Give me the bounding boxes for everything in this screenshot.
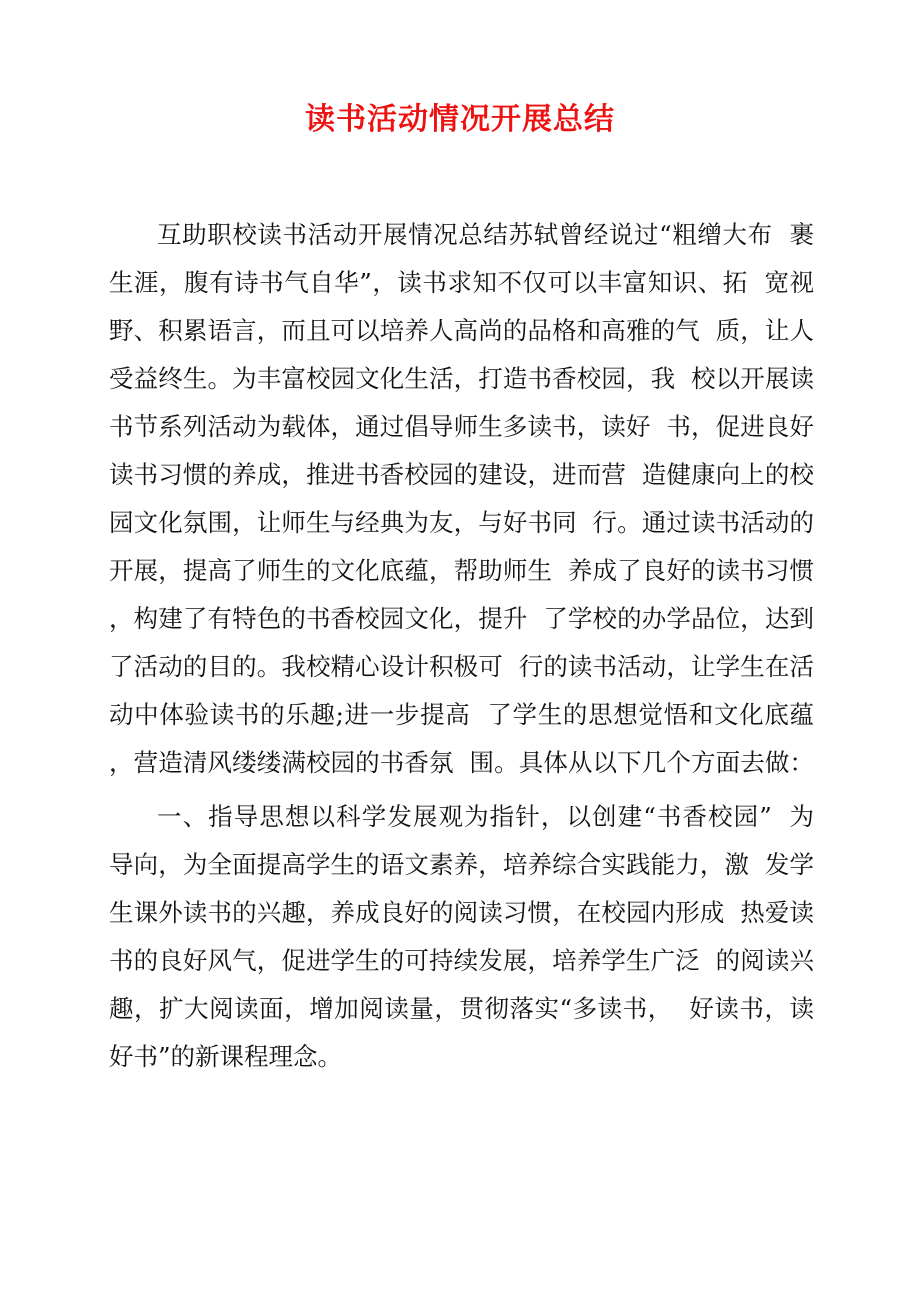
paragraph-line: 趣，扩大阅读面，增加阅读量，贯彻落实“多读书， 好读书，读 [109, 994, 814, 1023]
paragraph-line: 一、指导思想以科学发展观为指针，以创建“书香校园” 为 [157, 802, 814, 831]
paragraph-line: 动中体验读书的乐趣;进一步提高 了学生的思想觉悟和文化底蕴 [109, 700, 814, 729]
paragraph-line: 受益终生。为丰富校园文化生活，打造书香校园，我 校以开展读 [109, 364, 814, 393]
paragraph-line: 互助职校读书活动开展情况总结苏轼曾经说过“粗缯大布 裹 [157, 220, 814, 249]
paragraph-line: ，构建了有特色的书香校园文化，提升 了学校的办学品位，达到 [109, 604, 814, 633]
paragraph-line: ，营造清风缕缕满校园的书香氛 围。具体从以下几个方面去做： [109, 748, 814, 777]
paragraph-line: 园文化氛围，让师生与经典为友，与好书同 行。通过读书活动的 [109, 508, 814, 537]
paragraph-line: 开展，提高了师生的文化底蕴，帮助师生 养成了良好的读书习惯 [109, 556, 814, 585]
paragraph-line: 了活动的目的。我校精心设计积极可 行的读书活动，让学生在活 [109, 652, 814, 681]
paragraph-line: 生涯，腹有诗书气自华”，读书求知不仅可以丰富知识、拓 宽视 [109, 268, 814, 297]
paragraph-line: 野、积累语言，而且可以培养人高尚的品格和高雅的气 质，让人 [109, 316, 814, 345]
paragraph-line: 书的良好风气，促进学生的可持续发展，培养学生广泛 的阅读兴 [109, 946, 814, 975]
paragraph-line: 好书”的新课程理念。 [109, 1042, 343, 1071]
document-title: 读书活动情况开展总结 [305, 102, 615, 137]
paragraph-line: 书节系列活动为载体，通过倡导师生多读书，读好 书，促进良好 [109, 412, 814, 441]
paragraph-line: 读书习惯的养成，推进书香校园的建设，进而营 造健康向上的校 [109, 460, 814, 489]
paragraph-line: 导向，为全面提高学生的语文素养，培养综合实践能力，激 发学 [109, 850, 814, 879]
paragraph-line: 生课外读书的兴趣，养成良好的阅读习惯，在校园内形成 热爱读 [109, 898, 814, 927]
